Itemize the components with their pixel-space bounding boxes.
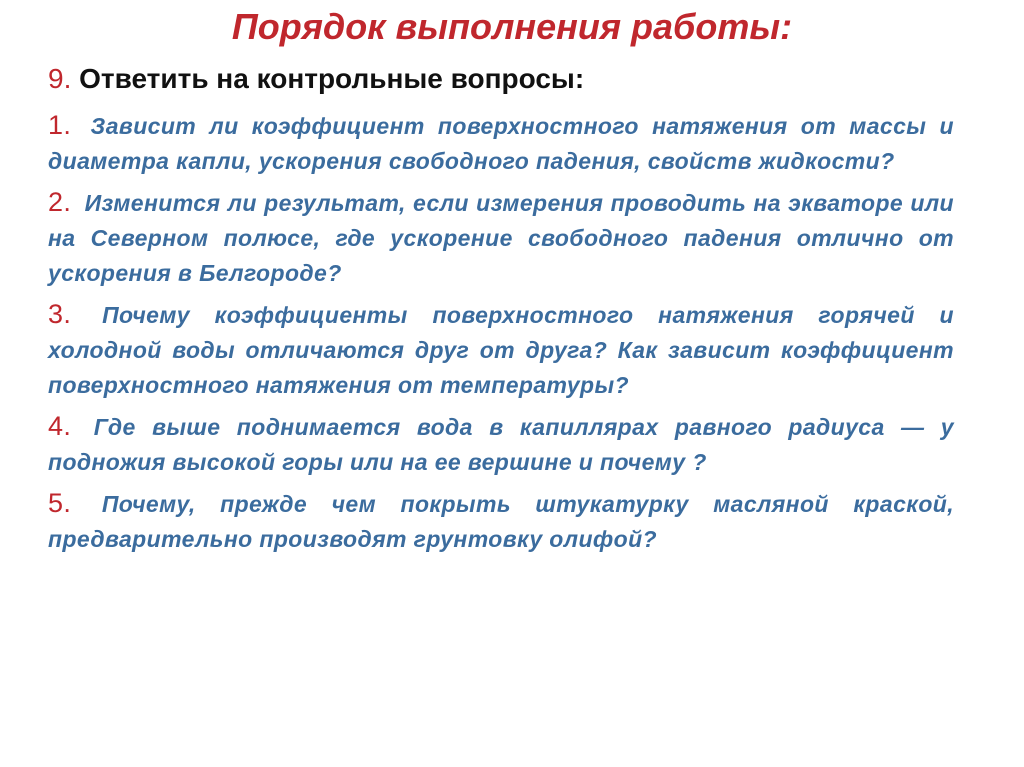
- question-number: 4.: [48, 411, 72, 441]
- question-text: Где выше поднимается вода в капиллярах равного радиуса — у подножия высокой горы или на ее вершине и почему ?: [48, 414, 954, 475]
- slide-title: Порядок выполнения работы:: [231, 6, 793, 47]
- step-text: Ответить на контрольные вопросы:: [79, 63, 585, 94]
- question-item: [48, 185, 954, 291]
- step-number: 9.: [48, 63, 72, 94]
- question-item: [48, 108, 954, 179]
- question-item: [48, 409, 954, 480]
- question-number: 3.: [48, 299, 72, 329]
- question-number: 1.: [48, 110, 72, 140]
- question-item: [48, 486, 954, 557]
- question-text: Изменится ли результат, если измерения проводить на экваторе или на Северном полюсе, где ускорение свободного падения отлично от ускорения в Белгороде?: [48, 190, 954, 286]
- question-number: 2.: [48, 187, 72, 217]
- question-text: Почему коэффициенты поверхностного натяжения горячей и холодной воды отличаются друг от друга? Как зависит коэффициент поверхностного натяжения от температуры?: [48, 302, 954, 398]
- step-heading: [48, 62, 584, 96]
- questions-list: [48, 108, 954, 563]
- question-text: Зависит ли коэффициент поверхностного натяжения от массы и диаметра капли, ускорения свободного падения, свойств жидкости?: [48, 113, 954, 174]
- question-text: Почему, прежде чем покрыть штукатурку масляной краской, предварительно производят грунтовку олифой?: [48, 491, 955, 552]
- question-item: [48, 297, 954, 403]
- question-number: 5.: [48, 488, 72, 518]
